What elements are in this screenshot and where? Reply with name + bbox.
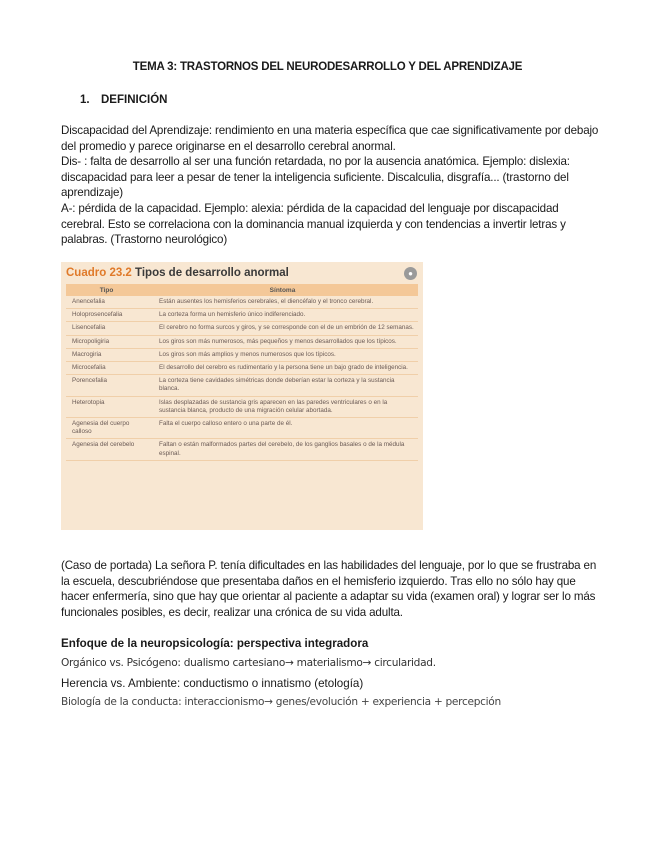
approach-heading: Enfoque de la neuropsicología: perspectiva integradora [61, 637, 369, 650]
cell-type: Heterotopia [66, 396, 147, 417]
section-heading [80, 94, 167, 106]
cell-type: Lisencefalia [66, 322, 147, 335]
anomaly-table [66, 284, 418, 461]
figure-title: Tipos de desarrollo anormal [135, 267, 289, 279]
cell-type: Anencefalia [66, 296, 147, 309]
cell-symptom: El cerebro no forma surcos y giros, y se corresponde con el de un embrión de 12 semanas. [147, 322, 418, 335]
paragraph: A-: pérdida de la capacidad. Ejemplo: alexia: pérdida de la capacidad del lenguaje por discapacidad cerebral. Esto se correlaciona con la dominancia manual izquierda y con tendencias a invertir letras y palabras. (Trastorno neurológico) [61, 201, 566, 247]
table-row [66, 322, 418, 335]
cell-type: Macrogiria [66, 348, 147, 361]
section-label: DEFINICIÓN [101, 94, 168, 106]
approach-line: Biología de la conducta: interaccionismo→ genes/evolución + experiencia + percepción [61, 696, 501, 708]
cell-symptom: Están ausentes los hemisferios cerebrales, el diencéfalo y el tronco cerebral. [147, 296, 418, 309]
cell-symptom: Los giros son más numerosos, más pequeños y menos desarrollados que los típicos. [147, 335, 418, 348]
table-row [66, 362, 418, 375]
cell-symptom: Falta el cuerpo calloso entero o una parte de él. [147, 418, 418, 439]
globe-icon: ● [404, 267, 417, 280]
approach-line: Orgánico vs. Psicógeno: dualismo cartesiano→ materialismo→ circularidad. [61, 657, 436, 669]
table-row [66, 396, 418, 417]
document-title: TEMA 3: TRASTORNOS DEL NEURODESARROLLO Y DEL APRENDIZAJE [132, 61, 523, 73]
figure-table [61, 262, 423, 530]
cell-symptom: El desarrollo del cerebro es rudimentario y la persona tiene un bajo grado de inteligencia. [147, 362, 418, 375]
cell-symptom: La corteza forma un hemisferio único indiferenciado. [147, 309, 418, 322]
intro-text [61, 123, 601, 248]
column-header-symptom: Síntoma [147, 284, 418, 296]
cell-type: Agenesia del cerebelo [66, 439, 147, 460]
cell-symptom: Faltan o están malformados partes del cerebelo, de los ganglios basales o de la médula espinal. [147, 439, 418, 460]
table-row [66, 375, 418, 396]
table-row [66, 348, 418, 361]
case-paragraph [61, 558, 601, 620]
cell-type: Agenesia del cuerpo calloso [66, 418, 147, 439]
table-row [66, 309, 418, 322]
section-number: 1. [80, 94, 90, 106]
cell-type: Microcefalia [66, 362, 147, 375]
figure-number: Cuadro 23.2 [66, 267, 132, 279]
cell-symptom: La corteza tiene cavidades simétricas donde deberían estar la corteza y la sustancia blanca. [147, 375, 418, 396]
cell-type: Holoprosencefalia [66, 309, 147, 322]
table-row [66, 335, 418, 348]
table-row [66, 418, 418, 439]
cell-symptom: Los giros son más amplios y menos numerosos que los típicos. [147, 348, 418, 361]
table-row [66, 296, 418, 309]
cell-type: Porencefalia [66, 375, 147, 396]
table-row [66, 439, 418, 460]
cell-symptom: Islas desplazadas de sustancia gris aparecen en las paredes ventriculares o en la sustancia blanca, producto de una migración celular abortada. [147, 396, 418, 417]
paragraph: Dis- : falta de desarrollo al ser una función retardada, no por la ausencia anatómica. Ejemplo: dislexia: discapacidad para leer a pesar de tener la inteligencia suficiente. Discalculia, disgrafía... (trastorno del aprendizaje) [61, 155, 570, 200]
approach-line: Herencia vs. Ambiente: conductismo o innatismo (etología) [61, 677, 364, 690]
paragraph: Discapacidad del Aprendizaje: rendimiento en una materia específica que cae significativamente por debajo del promedio y parece originarse en el desarrollo cerebral anormal. [61, 124, 599, 153]
paragraph: (Caso de portada) La señora P. tenía dificultades en las habilidades del lenguaje, por lo que se frustraba en la escuela, descubriéndose que presentaba daños en el hemisferio izquierdo. Tras ello no sólo hay que hacer enfermería, sino que hay que orientar al paciente a adaptar su vida (examen oral) y lograr ser lo más funcionales posibles, es decir, realizar una crónica de su vida adulta. [61, 559, 597, 619]
cell-type: Micropoligiria [66, 335, 147, 348]
column-header-type: Tipo [66, 284, 147, 296]
figure-caption [66, 267, 289, 279]
